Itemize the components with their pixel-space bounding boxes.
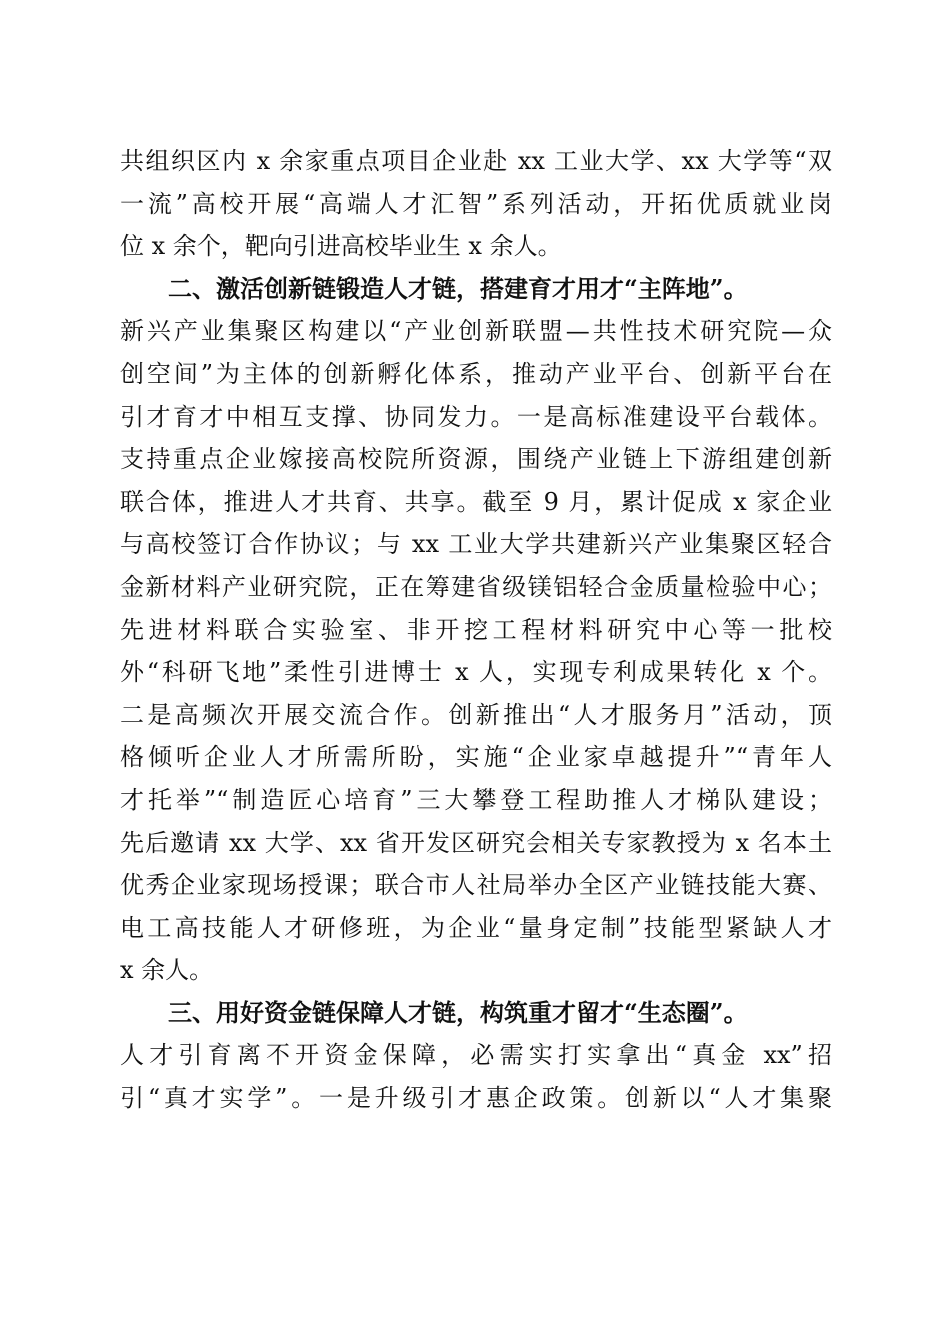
text-line: 引“真才实学”。一是升级引才惠企政策。创新以“人才集聚 (120, 1084, 832, 1113)
text-line: 一流”高校开展“高端人才汇智”系列活动，开拓优质就业岗 (120, 189, 832, 218)
section-heading: 二、激活创新链锻造人才链，搭建育才用才“主阵地”。 (168, 273, 748, 303)
text-line: 先进材料联合实验室、非开挖工程材料研究中心等一批校 (120, 615, 832, 644)
text-line: 位 x 余个，靶向引进高校毕业生 x 余人。 (120, 232, 562, 261)
text-line: 电工高技能人才研修班，为企业“量身定制”技能型紧缺人才 (120, 913, 832, 942)
body-text (120, 140, 832, 1120)
section-heading: 三、用好资金链保障人才链，构筑重才留才“生态圈”。 (168, 997, 748, 1027)
text-line: 联合体，推进人才共育、共享。截至 9 月，累计促成 x 家企业 (120, 487, 832, 516)
text-line: 先后邀请 xx 大学、xx 省开发区研究会相关专家教授为 x 名本土 (120, 828, 832, 857)
text-line: 创空间”为主体的创新孵化体系，推动产业平台、创新平台在 (120, 359, 832, 388)
text-line: 与高校签订合作协议；与 xx 工业大学共建新兴产业集聚区轻合 (120, 530, 832, 559)
text-line: 外“科研飞地”柔性引进博士 x 人，实现专利成果转化 x 个。 (120, 658, 832, 687)
text-line: 二是高频次开展交流合作。创新推出“人才服务月”活动，顶 (120, 700, 832, 729)
text-line: 金新材料产业研究院，正在筹建省级镁铝轻合金质量检验中心； (120, 572, 832, 601)
text-line: 优秀企业家现场授课；联合市人社局举办全区产业链技能大赛、 (120, 871, 832, 900)
text-line: 新兴产业集聚区构建以“产业创新联盟—共性技术研究院—众 (120, 317, 832, 346)
text-line: 引才育才中相互支撑、协同发力。一是高标准建设平台载体。 (120, 402, 832, 431)
text-line: 共组织区内 x 余家重点项目企业赴 xx 工业大学、xx 大学等“双 (120, 147, 832, 175)
text-line: 格倾听企业人才所需所盼，实施“企业家卓越提升”“青年人 (120, 743, 832, 772)
text-line: 支持重点企业嫁接高校院所资源，围绕产业链上下游组建创新 (120, 445, 832, 474)
text-line: 人才引育离不开资金保障，必需实打实拿出“真金 xx”招 (120, 1041, 832, 1070)
text-line: 才托举”“制造匠心培育”三大攀登工程助推人才梯队建设； (120, 785, 832, 814)
text-line: x 余人。 (120, 956, 214, 985)
